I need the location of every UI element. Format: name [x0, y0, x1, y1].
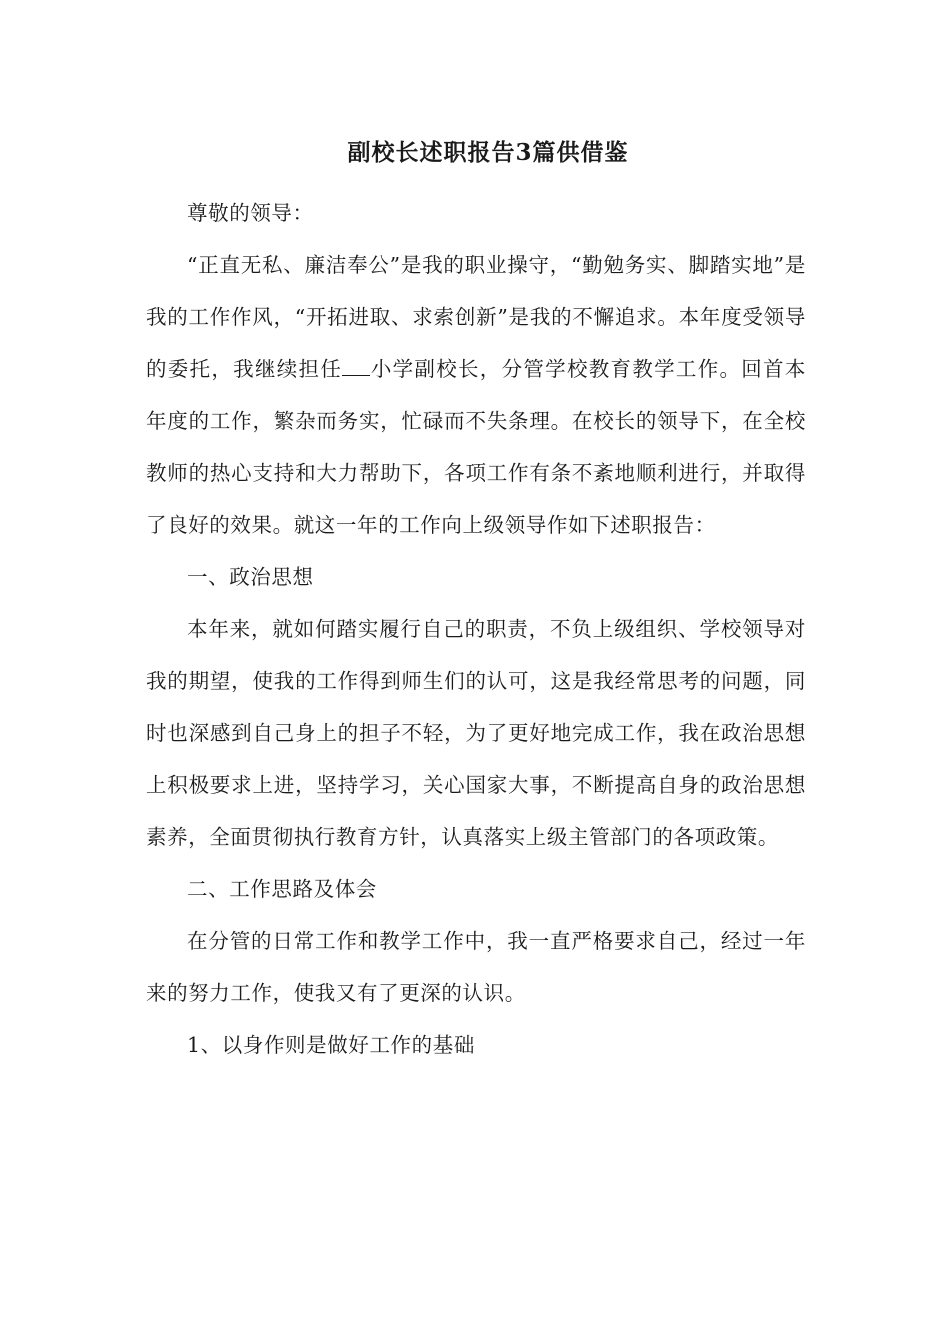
fill-in-blank — [342, 357, 370, 376]
intro-text-part1: “正直无私、廉洁奉公”是我的职业操守，“勤勉务实、脚踏实地”是我的工作作风，“开拓进取、求索创新”是我的不懈追求。本年度受领导的委托，我继续担任 — [146, 253, 806, 381]
document-body — [146, 133, 806, 1071]
intro-paragraph — [146, 239, 806, 551]
section-body-political: 本年来，就如何踏实履行自己的职责，不负上级组织、学校领导对我的期望，使我的工作得到师生们的认可，这是我经常思考的问题，同时也深感到自己身上的担子不轻，为了更好地完成工作，我在政治思想上积极要求上进，坚持学习，关心国家大事，不断提高自身的政治思想素养，全面贯彻执行教育方针，认真落实上级主管部门的各项政策。 — [146, 617, 806, 849]
subsection-heading-lead-by-example: 1、以身作则是做好工作的基础 — [187, 1033, 475, 1057]
salutation: 尊敬的领导： — [187, 201, 314, 225]
section-heading-political: 一、政治思想 — [187, 565, 314, 589]
document-title: 副校长述职报告3篇供借鉴 — [347, 139, 629, 166]
section-heading-work-ideas: 二、工作思路及体会 — [187, 877, 377, 901]
section-body-work-ideas: 在分管的日常工作和教学工作中，我一直严格要求自己，经过一年来的努力工作，使我又有了更深的认识。 — [146, 929, 806, 1005]
intro-text-part2: 小学副校长，分管学校教育教学工作。回首本年度的工作，繁杂而务实，忙碌而不失条理。在校长的领导下，在全校教师的热心支持和大力帮助下，各项工作有条不紊地顺利进行，并取得了良好的效果。就这一年的工作向上级领导作如下述职报告： — [146, 357, 806, 537]
